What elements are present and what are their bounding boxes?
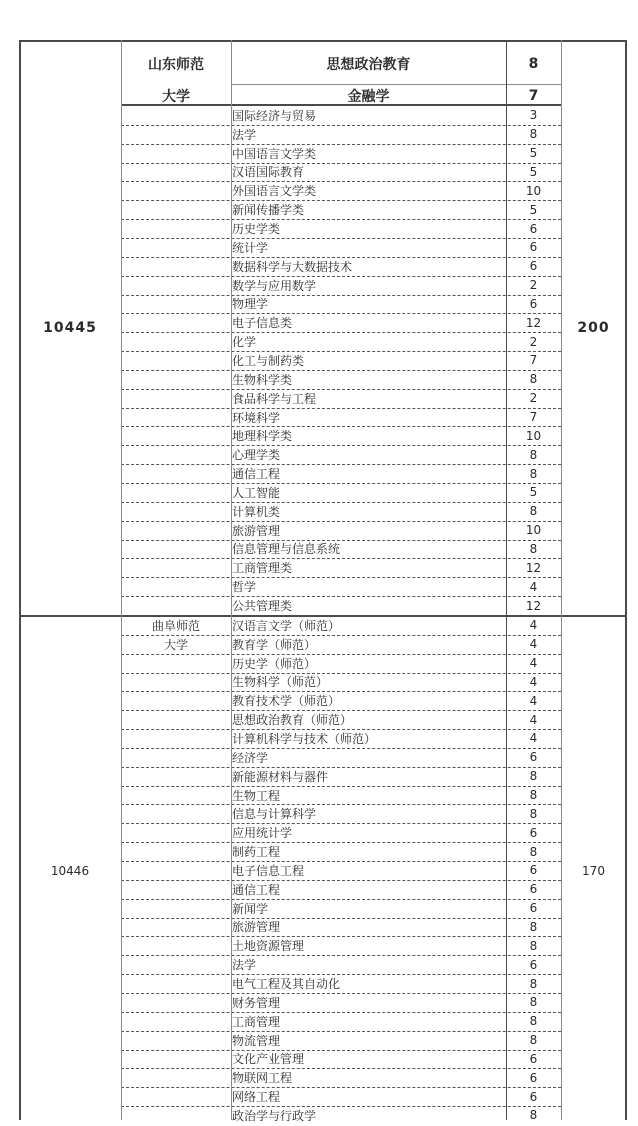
quota-cell: 4: [529, 618, 538, 633]
major-cell: 生物科学（师范）: [232, 675, 329, 690]
school-code: 10445: [43, 320, 97, 337]
major-cell: 物流管理: [232, 1033, 281, 1048]
major-cell: 统计学: [232, 240, 269, 255]
quota-cell: 4: [529, 693, 538, 708]
major-cell: 金融学: [347, 89, 390, 105]
major-cell: 地理科学类: [232, 429, 293, 444]
major-cell: 工商管理类: [232, 561, 293, 576]
quota-cell: 6: [529, 296, 538, 311]
quota-cell: 5: [529, 485, 538, 500]
quota-cell: 8: [529, 769, 538, 784]
university-name-line2: 大学: [162, 89, 190, 105]
major-cell: 旅游管理: [232, 920, 281, 935]
major-cell: 政治学与行政学: [232, 1108, 317, 1123]
quota-cell: 5: [529, 164, 538, 179]
university-name-line1: 山东师范: [148, 57, 204, 73]
column-divider: [231, 40, 232, 1120]
quota-cell: 6: [529, 882, 538, 897]
major-cell: 思想政治教育: [326, 57, 411, 73]
major-cell: 新能源材料与器件: [232, 769, 329, 784]
quota-cell: 6: [529, 259, 538, 274]
quota-cell: 10: [525, 523, 542, 538]
quota-cell: 6: [529, 1051, 538, 1066]
major-cell: 公共管理类: [232, 599, 293, 614]
major-cell: 工商管理: [232, 1014, 281, 1029]
major-cell: 法学: [232, 127, 257, 142]
major-cell: 人工智能: [232, 485, 281, 500]
quota-cell: 4: [529, 579, 538, 594]
quota-cell: 4: [529, 674, 538, 689]
university-name-line2: 大学: [163, 637, 188, 652]
major-cell: 数据科学与大数据技术: [232, 259, 353, 274]
quota-cell: 7: [529, 410, 538, 425]
quota-cell: 8: [529, 919, 538, 934]
quota-cell: 8: [529, 466, 538, 481]
quota-cell: 8: [529, 976, 538, 991]
quota-cell: 8: [529, 504, 538, 519]
quota-cell: 8: [529, 938, 538, 953]
quota-cell: 8: [529, 1014, 538, 1029]
quota-cell: 10: [525, 428, 542, 443]
major-cell: 教育学（师范）: [232, 637, 317, 652]
quota-cell: 8: [529, 1108, 538, 1123]
major-cell: 中国语言文学类: [232, 146, 317, 161]
header-row-divider: [231, 84, 561, 85]
quota-cell: 8: [528, 56, 539, 72]
major-cell: 数学与应用数学: [232, 278, 317, 293]
major-cell: 通信工程: [232, 467, 281, 482]
major-cell: 历史学（师范）: [232, 656, 317, 671]
major-cell: 国际经济与贸易: [232, 108, 317, 123]
quota-cell: 8: [529, 541, 538, 556]
major-cell: 外国语言文学类: [232, 184, 317, 199]
quota-cell: 6: [529, 863, 538, 878]
table-right-border: [625, 40, 627, 1120]
major-cell: 生物科学类: [232, 372, 293, 387]
major-cell: 网络工程: [232, 1090, 281, 1105]
major-cell: 化工与制药类: [232, 353, 305, 368]
major-cell: 环境科学: [232, 410, 281, 425]
major-cell: 心理学类: [232, 448, 281, 463]
major-cell: 信息管理与信息系统: [232, 542, 341, 557]
major-cell: 财务管理: [232, 995, 281, 1010]
major-cell: 历史学类: [232, 222, 281, 237]
quota-cell: 6: [529, 957, 538, 972]
quota-cell: 7: [528, 88, 539, 104]
quota-cell: 6: [529, 825, 538, 840]
major-cell: 文化产业管理: [232, 1052, 305, 1067]
quota-cell: 10: [525, 183, 542, 198]
quota-cell: 3: [529, 108, 538, 123]
quota-cell: 8: [529, 1033, 538, 1048]
major-cell: 信息与计算科学: [232, 807, 317, 822]
quota-cell: 6: [529, 750, 538, 765]
total-quota: 200: [577, 320, 610, 337]
school-code: 10446: [50, 864, 90, 879]
quota-cell: 4: [529, 637, 538, 652]
quota-cell: 8: [529, 806, 538, 821]
quota-cell: 4: [529, 712, 538, 727]
quota-cell: 8: [529, 844, 538, 859]
quota-cell: 2: [529, 334, 538, 349]
major-cell: 电气工程及其自动化: [232, 977, 341, 992]
total-quota: 170: [582, 864, 605, 879]
university-name-line1: 曲阜师范: [151, 618, 200, 633]
quota-cell: 2: [529, 391, 538, 406]
column-divider: [121, 40, 122, 1120]
major-cell: 新闻传播学类: [232, 203, 305, 218]
major-cell: 制药工程: [232, 845, 281, 860]
major-cell: 思想政治教育（师范）: [232, 713, 353, 728]
major-cell: 法学: [232, 958, 257, 973]
quota-cell: 8: [529, 372, 538, 387]
major-cell: 计算机类: [232, 504, 281, 519]
column-divider: [506, 40, 507, 1120]
quota-cell: 6: [529, 1089, 538, 1104]
major-cell: 计算机科学与技术（师范）: [232, 731, 377, 746]
major-cell: 电子信息工程: [232, 863, 305, 878]
quota-cell: 12: [525, 315, 542, 330]
major-cell: 生物工程: [232, 788, 281, 803]
quota-cell: 6: [529, 221, 538, 236]
major-cell: 物理学: [232, 297, 269, 312]
major-cell: 新闻学: [232, 901, 269, 916]
quota-cell: 4: [529, 731, 538, 746]
major-cell: 化学: [232, 335, 257, 350]
major-cell: 旅游管理: [232, 523, 281, 538]
quota-cell: 6: [529, 901, 538, 916]
quota-cell: 8: [529, 447, 538, 462]
table-left-border: [19, 40, 21, 1120]
major-cell: 通信工程: [232, 882, 281, 897]
quota-cell: 8: [529, 127, 538, 142]
column-divider: [561, 40, 562, 1120]
quota-cell: 6: [529, 240, 538, 255]
quota-cell: 2: [529, 278, 538, 293]
quota-cell: 5: [529, 146, 538, 161]
quota-cell: 4: [529, 656, 538, 671]
major-cell: 经济学: [232, 750, 269, 765]
major-cell: 应用统计学: [232, 826, 293, 841]
major-cell: 汉语言文学（师范）: [232, 618, 341, 633]
major-cell: 哲学: [232, 580, 257, 595]
major-cell: 土地资源管理: [232, 939, 305, 954]
quota-cell: 7: [529, 353, 538, 368]
major-cell: 教育技术学（师范）: [232, 694, 341, 709]
quota-cell: 6: [529, 1070, 538, 1085]
quota-cell: 12: [525, 560, 542, 575]
major-cell: 食品科学与工程: [232, 391, 317, 406]
major-cell: 电子信息类: [232, 316, 293, 331]
quota-cell: 8: [529, 788, 538, 803]
major-cell: 物联网工程: [232, 1071, 293, 1086]
quota-cell: 5: [529, 202, 538, 217]
quota-cell: 12: [525, 598, 542, 613]
quota-cell: 8: [529, 995, 538, 1010]
major-cell: 汉语国际教育: [232, 165, 305, 180]
